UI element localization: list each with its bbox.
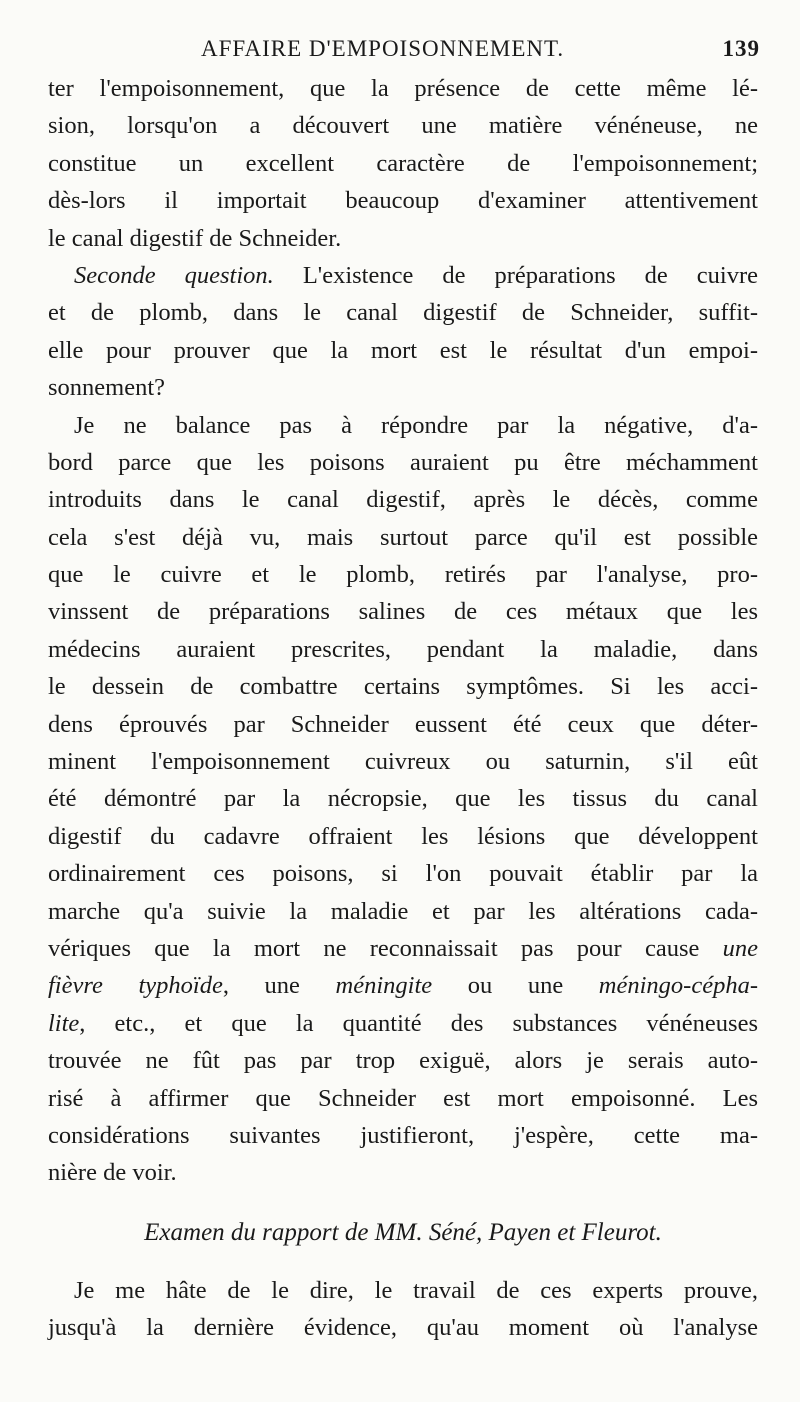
paragraph-4 (48, 1272, 758, 1347)
text-run: , etc., et que la quantité des substances vénéneuses (79, 1009, 758, 1037)
text-line: ter l'empoisonnement, que la présence de cette même lé- (48, 75, 758, 102)
text-line (48, 1005, 758, 1042)
text-line (48, 257, 758, 294)
text-line: cela s'est déjà vu, mais surtout parce qu'il est possible (48, 523, 758, 551)
text-line: digestif du cadavre offraient les lésions que développent (48, 822, 758, 850)
text-line: introduits dans le canal digestif, après le décès, comme (48, 486, 758, 514)
page-number: 139 (722, 36, 760, 61)
text-line: dens éprouvés par Schneider eussent été ceux que déter- (48, 710, 758, 738)
text-line (48, 930, 758, 967)
text-line: considérations suivantes justifieront, j'espère, cette ma- (48, 1121, 758, 1149)
text-run: L'existence de préparations de cuivre (273, 261, 758, 289)
paragraph-2 (48, 257, 758, 407)
paragraph-3 (48, 407, 758, 1192)
text-line: médecins auraient prescrites, pendant la maladie, dans (48, 635, 758, 663)
text-line: vinssent de préparations salines de ces métaux que les (48, 598, 758, 626)
running-title: AFFAIRE D'EMPOISONNEMENT. (201, 36, 565, 61)
text-run: ou une (432, 972, 599, 1000)
italic-run: une (722, 934, 758, 962)
text-line (48, 967, 758, 1004)
text-line: nière de voir. (48, 1159, 177, 1187)
paragraph-1 (48, 70, 758, 257)
italic-run: lite (48, 1009, 80, 1037)
text-line: constitue un excellent caractère de l'empoisonnement; (48, 149, 758, 177)
text-line: le canal digestif de Schneider. (48, 224, 342, 252)
question-label: Seconde question. (74, 261, 274, 289)
text-line: marche qu'a suivie la maladie et par les altérations cada- (48, 897, 758, 925)
italic-run: fièvre typhoïde (48, 972, 223, 1000)
text-line: Je ne balance pas à répondre par la négative, d'a- (74, 411, 758, 439)
text-line: sion, lorsqu'on a découvert une matière vénéneuse, ne (48, 112, 758, 140)
text-line: que le cuivre et le plomb, retirés par l'analyse, pro- (48, 561, 758, 589)
text-line: Je me hâte de le dire, le travail de ces experts prouve, (74, 1276, 758, 1304)
text-line: sonnement? (48, 374, 166, 402)
italic-run: méningo-cépha- (598, 972, 758, 1000)
text-line: elle pour prouver que la mort est le résultat d'un empoi- (48, 336, 758, 364)
text-line: jusqu'à la dernière évidence, qu'au moment où l'analyse (48, 1314, 758, 1342)
text-line: ordinairement ces poisons, si l'on pouvait établir par la (48, 860, 758, 888)
text-line: risé à affirmer que Schneider est mort empoisonné. Les (48, 1084, 758, 1112)
running-header (48, 30, 758, 70)
text-run: vériques que la mort ne reconnaissait pas pour cause (48, 934, 723, 962)
text-line: été démontré par la nécropsie, que les tissus du canal (48, 785, 758, 813)
text-line: trouvée ne fût pas par trop exiguë, alors je serais auto- (48, 1047, 758, 1075)
text-run: , une (222, 972, 336, 1000)
section-heading: Examen du rapport de MM. Séné, Payen et Fleurot. (144, 1218, 662, 1246)
text-line: et de plomb, dans le canal digestif de Schneider, suffit- (48, 299, 758, 327)
italic-run: méningite (335, 972, 433, 1000)
text-line: bord parce que les poisons auraient pu être méchamment (48, 448, 758, 476)
text-line: dès-lors il importait beaucoup d'examiner attentivement (48, 187, 758, 215)
text-line: le dessein de combattre certains symptômes. Si les acci- (48, 673, 758, 701)
text-line: minent l'empoisonnement cuivreux ou saturnin, s'il eût (48, 748, 758, 776)
